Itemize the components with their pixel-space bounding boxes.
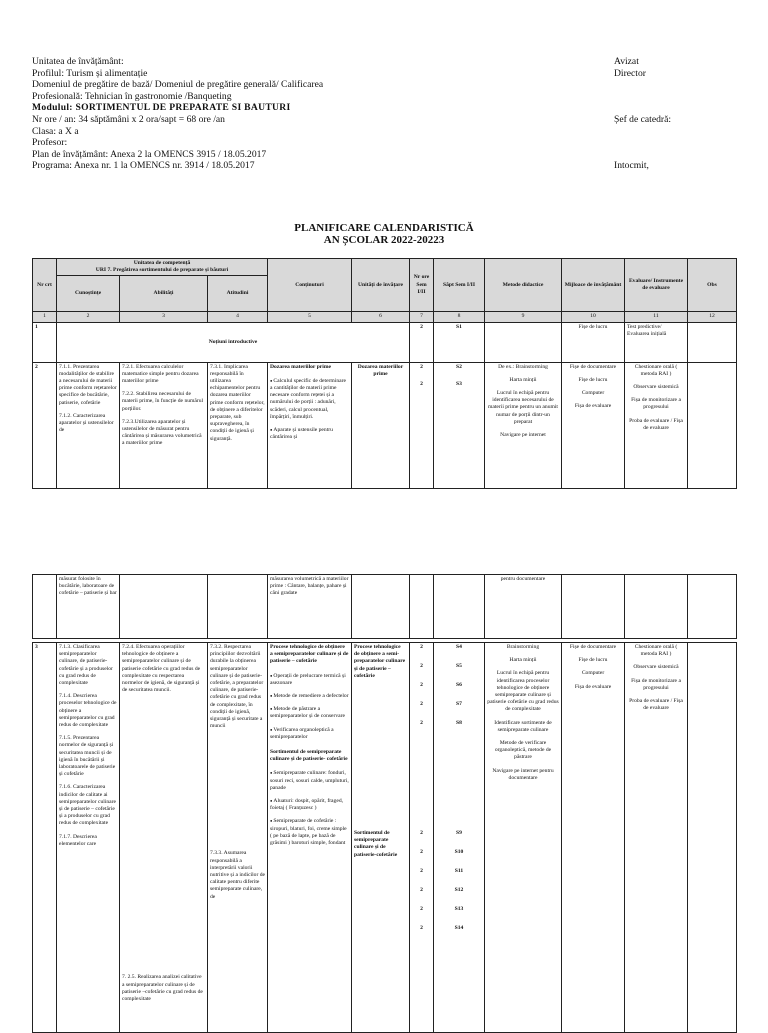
col-number: 2 (57, 312, 120, 322)
resource-item: Fișe de documentare (569, 363, 617, 370)
resources-cell (562, 575, 625, 639)
col-number: 1 (33, 312, 57, 322)
hours-cell (410, 643, 434, 1033)
methods-cell (485, 362, 562, 488)
col-number: 9 (485, 312, 562, 322)
obs-cell (688, 362, 737, 488)
resource-item: Fișa de evaluare (574, 683, 612, 690)
evaluation-item: Proba de evaluare / Fișa de evaluare (629, 417, 683, 431)
col-header-metode: Metode didactice (485, 259, 562, 312)
method-item: Metode de verificare organoleptică, metode de păstrare (494, 740, 552, 761)
week-cell (434, 643, 485, 1033)
competence-unit-label: Unitatea de competență (133, 260, 191, 266)
row-number (33, 575, 57, 639)
contents-bullet: ● Aluaturi: dospit, opărit, fraged, foietaj ( Franțuzesc ) (270, 797, 349, 812)
methods-cell (485, 322, 562, 362)
skill-item: 7.2.3.Utilizarea aparatelor și ustensilelor de măsurat pentru cântărirea și măsurarea volumetrică a materiilor prime (122, 418, 202, 447)
header-line-programa: Programa: Anexa nr. 1 la OMENCS nr. 3914 / 18.05.2017 (32, 160, 255, 172)
row-number: 3 (33, 643, 57, 1033)
learning-unit-item: Sortimentul de semipreparate culinare și de patiserie-cofetărie (354, 830, 398, 858)
hours-value: 2 (420, 925, 423, 931)
col-header-unitati: Unități de învățare (352, 259, 410, 312)
hours-value: 2 (420, 887, 423, 893)
evaluation-item: Chestionare orală ( metoda RAI ) (634, 644, 678, 658)
resource-item: Computer (581, 390, 605, 397)
week-value: S10 (454, 849, 464, 855)
resources-cell: Fișe de lucru (562, 322, 625, 362)
hours-value: 2 (420, 363, 423, 370)
evaluation-cell (625, 362, 688, 488)
col-header-cunostinte: Cunoștințe (57, 276, 120, 312)
evaluation-item: Chestionare orală ( metoda RAI ) (634, 363, 678, 377)
evaluation-item: Fișa de monitorizare a progresului (631, 677, 681, 691)
planning-table (32, 258, 737, 489)
header-line-school: Unitatea de învățământ: (32, 56, 124, 67)
planning-table-continued (32, 574, 737, 639)
contents-title: Sortimentul de semipreparate culinare și de patiserie- cofetărie (270, 749, 348, 763)
contents-title: Dozarea materiilor prime (270, 363, 331, 370)
contents-cell: măsurarea volumetrică a materiilor prime : Cântare, balanțe, pahare și căni gradate (268, 575, 352, 639)
uri-label: URI 7. Pregătirea sortimentului de preparate și băuturi (95, 267, 229, 274)
method-item: Navigare pe internet (500, 432, 546, 439)
method-item: Lucrul în echipă pentru identificarea proceselor tehnologice de obținere semipreparate culinare și patiserie cofetărie cu grad redus de complexitate (487, 670, 559, 713)
col-number: 8 (434, 312, 485, 322)
hours-cell: 2 (410, 322, 434, 362)
skills-cell (120, 362, 208, 488)
col-number: 5 (268, 312, 352, 322)
week-value: S8 (456, 720, 462, 726)
contents-cell (268, 362, 352, 488)
col-header-mijloace: Mijloace de învățământ (562, 259, 625, 312)
hours-value: 2 (420, 830, 423, 836)
week-cell (434, 362, 485, 488)
learning-unit-cell (352, 575, 410, 639)
method-item: Navigare pe internet pentru documentare (492, 767, 554, 781)
week-cell (434, 575, 485, 639)
learning-unit-cell: Dozarea materiilor prime (352, 362, 410, 488)
col-number: 11 (625, 312, 688, 322)
knowledge-item: 7.1.1. Prezentarea modalităților de stabilire a necesarului de materii prime conform rețetarelor specifice de bucătărie, patiserie, cofetărie (59, 363, 117, 406)
intocmit-label: Intocmit, (614, 160, 649, 172)
week-value: S11 (454, 868, 464, 874)
evaluation-item: Observare sistemică (633, 664, 679, 671)
header-line-domain: Domeniul de pregătire de bază/ Domeniul de pregătire generală/ Calificarea (32, 79, 324, 91)
hours-value: 2 (420, 682, 423, 688)
col-header-competence (57, 259, 268, 276)
evaluation-item: Observare sistemică (633, 384, 679, 391)
attitudes-cell (208, 643, 268, 1033)
contents-bullet: ● Calculul specific de determinare a cantităților de materii prime necesare conform rețetei și a numărului de porții : adunări, scăderi, calcul procentual, împărțiri, înmulțiri. (270, 377, 349, 421)
week-value: S14 (454, 925, 464, 931)
resource-item: Fișa de evaluare (574, 403, 612, 410)
header-line-teacher: Profesor: (32, 137, 68, 149)
hours-value: 2 (420, 644, 423, 650)
knowledge-item: 7.1.3. Clasificarea semipreparatelor culinare, de patiserie-cofetărie și a produselor cu grad redus de complexitate (59, 644, 113, 687)
header-line-plan: Plan de învățământ: Anexa 2 la OMENCS 3915 / 18.05.2017 (32, 148, 267, 160)
method-item: Harta minții (509, 657, 537, 664)
obs-cell (688, 643, 737, 1033)
resources-cell (562, 643, 625, 1033)
skill-item: 7.2.2. Stabilirea necesarului de materii prime, în funcție de numărul porțiilor. (122, 391, 204, 412)
week-value: S2 (456, 363, 462, 370)
obs-cell (688, 322, 737, 362)
contents-bullet: ● Operații de prelucrare termică și asezonare (270, 672, 349, 687)
intro-title: Noțiuni introductive (57, 322, 410, 362)
table-row (33, 322, 737, 362)
header-line-profile: Profilul: Turism și alimentație (32, 67, 148, 79)
attitudes-cell: 7.3.1. Implicarea responsabilă în utilizarea echipamentelor pentru dozarea materiilor prime conform rețetelor, de obținere a diferitelor preparate, sub supravegherea, în condiții de igienă și siguranță. (208, 362, 268, 488)
table-row (33, 575, 737, 639)
skills-cell (120, 643, 208, 1033)
attitude-item: 7.3.2. Respectarea principiilor dezvoltării durabile la obținerea semipreparatelor culinare și de patiserie-cofetărie, a preparatelor culinare, de patiserie-cofetărie cu grad redus de complexitate, în condiții de igienă, siguranță și securitate a muncii (210, 644, 264, 730)
table-row (33, 643, 737, 1033)
avizat-label: Avizat (614, 56, 639, 67)
evaluation-cell: Test predictive/ Evaluarea inițială (625, 322, 688, 362)
header-line-class: Clasa: a X a (32, 125, 79, 137)
resource-item: Fișe de lucru (578, 376, 608, 383)
evaluation-item: Proba de evaluare / Fișa de evaluare (629, 698, 683, 712)
hours-value: 2 (420, 868, 423, 874)
col-number: 12 (688, 312, 737, 322)
skills-cell (120, 575, 208, 639)
hours-cell (410, 362, 434, 488)
contents-bullet: ● Semipreparate culinare: fonduri, sosuri reci, sosuri calde, umpluturi, panade (270, 769, 349, 792)
method-item: Lucrul în echipă pentru identificarea necesarului de materii prime pentru un anumit numar de porții dintr-un preparat (488, 390, 558, 425)
week-value: S4 (456, 644, 462, 650)
hours-value: 2 (420, 663, 423, 669)
obs-cell (688, 575, 737, 639)
table-row (33, 362, 737, 488)
contents-bullet: ● Metode de păstrare a semipreparatelor și de conservare (270, 705, 349, 720)
week-value: S12 (454, 887, 464, 893)
attitude-item: 7.3.3. Asumarea responsabilă a interpretării valorii nutritive și a indicilor de calitate pentru diferite semipreparate culinare, de (210, 850, 265, 900)
planning-table-continued-2 (32, 642, 737, 1033)
hours-value: 2 (420, 906, 423, 912)
contents-bullet: ● Semipreparate de cofetărie : siropuri, blaturi, foi, creme simple ( pe bază de lapte, pe bază de grăsimi ) baroturi simple, fondant (270, 817, 349, 847)
knowledge-item: 7.1.2. Caracterizarea aparatelor și ustensilelor de (59, 412, 114, 434)
learning-unit-cell (352, 643, 410, 1033)
week-value: S5 (456, 663, 462, 669)
knowledge-item: 7.1.5. Prezentarea normelor de siguranță și securitatea muncii și de igienă în bucătării și laboratoarele de patiserie și cofetărie (59, 735, 116, 778)
skill-item: 7.2.4. Efectuarea operațiilor tehnologice de obținere a semipreparatelor culinare și de patiserie cofetărie cu grad redus de complexitate cu respectarea normelor de igienă, de siguranță și de securitatea muncii. (122, 644, 201, 694)
week-value: S3 (456, 380, 462, 387)
sef-catedra-label: Șef de catedră: (614, 114, 671, 125)
page-subtitle: AN ȘCOLAR 2022-20223 (323, 234, 445, 246)
document-header (32, 56, 323, 172)
resource-item: Fișe de documentare (569, 644, 617, 650)
resource-item: Computer (581, 670, 605, 677)
evaluation-item: Fișa de monitorizare a progresului (631, 397, 681, 411)
knowledge-item: 7.1.4. Descrierea proceselor tehnologice de obținere a semipreparatelor cu grad redus de complexitate (59, 693, 117, 729)
header-line-hours: Nr ore / an: 34 săptămâni x 2 ora/sapt = 68 ore /an (32, 113, 225, 125)
knowledge-item: 7.1.7. Descrierea elementelor care (59, 833, 97, 847)
hours-value: 2 (420, 701, 423, 707)
col-header-sapt: Săpt Sem I/II (434, 259, 485, 312)
hours-value: 2 (420, 849, 423, 855)
contents-bullet: ● Verificarea organoleptică a semipreparatelor (270, 726, 349, 741)
row-number: 1 (33, 322, 57, 362)
col-header-atitudini: Atitudini (208, 276, 268, 312)
contents-cell (268, 643, 352, 1033)
header-line-module: Modulul: SORTIMENTUL DE PREPARATE SI BAUTURI (32, 102, 291, 114)
skill-item: 7.2.1. Efectuarea calculelor matematice simple pentru dozarea materiilor prime (122, 363, 199, 385)
attitudes-cell (208, 575, 268, 639)
method-item: De ex.: Brainstorming (498, 363, 548, 370)
col-header-obs: Obs (688, 259, 737, 312)
col-header-abilitati: Abilități (120, 276, 208, 312)
hours-value: 2 (420, 380, 423, 387)
methods-cell: pentru documentare (485, 575, 562, 639)
row-number: 2 (33, 362, 57, 488)
week-value: S7 (456, 701, 462, 707)
resource-item: Fișe de lucru (578, 657, 608, 664)
contents-bullet: ● Aparate și ustensile pentru cântărirea și (270, 426, 349, 441)
director-label: Director (614, 67, 646, 79)
header-line-qualification: Profesională: Tehnician în gastronomie /Banqueting (32, 90, 232, 102)
learning-unit-item: Procese tehnologice de obținere a semi-preparatelor culinare și de patiserie – cofetărie (354, 644, 406, 679)
method-item: Brainstorming (506, 644, 540, 650)
col-number: 4 (208, 312, 268, 322)
week-value: S6 (456, 682, 462, 688)
week-cell: S1 (434, 322, 485, 362)
knowledge-cell (57, 643, 120, 1033)
knowledge-cell: măsurat folosite în bucătărie, laboratoare de cofetărie – patiserie și bar (57, 575, 120, 639)
methods-cell (485, 643, 562, 1033)
col-number: 7 (410, 312, 434, 322)
column-number-row (33, 312, 737, 322)
col-number: 3 (120, 312, 208, 322)
col-number: 10 (562, 312, 625, 322)
evaluation-cell (625, 643, 688, 1033)
method-item: Harta minții (509, 376, 537, 383)
skill-item: 7. 2.5. Realizarea analizei calitative a semipreparatelor culinare și de patiserie –cofetărie cu grad redus de complexitate (122, 974, 203, 1003)
evaluation-cell (625, 575, 688, 639)
contents-title: Procese tehnologice de obținere a semipreparatelor culinare și de patiserie – cofetărie (270, 644, 349, 665)
resources-cell (562, 362, 625, 488)
col-header-continuturi: Conținuturi (268, 259, 352, 312)
knowledge-cell (57, 362, 120, 488)
knowledge-item: 7.1.6. Caracterizarea indicilor de calitate ai semipreparatelor culinare și de patiserie – cofetărie și a produselor cu grad redus de complexitate (59, 784, 116, 827)
contents-bullet: ● Metode de remediere a defectelor (270, 692, 349, 700)
col-header-nr-crt: Nr crt (33, 259, 57, 312)
col-header-evaluare: Evaluare/ Instrumente de evaluare (625, 259, 688, 312)
col-number: 6 (352, 312, 410, 322)
hours-cell (410, 575, 434, 639)
week-value: S9 (456, 830, 462, 836)
hours-value: 2 (420, 720, 423, 726)
week-value: S13 (454, 906, 464, 912)
page-title: PLANIFICARE CALENDARISTICĂ (294, 222, 474, 234)
col-header-nr-ore: Nr ore Sem I/II (410, 259, 434, 312)
method-item: Identificare sortimente de semipreparate culinare (494, 719, 552, 733)
